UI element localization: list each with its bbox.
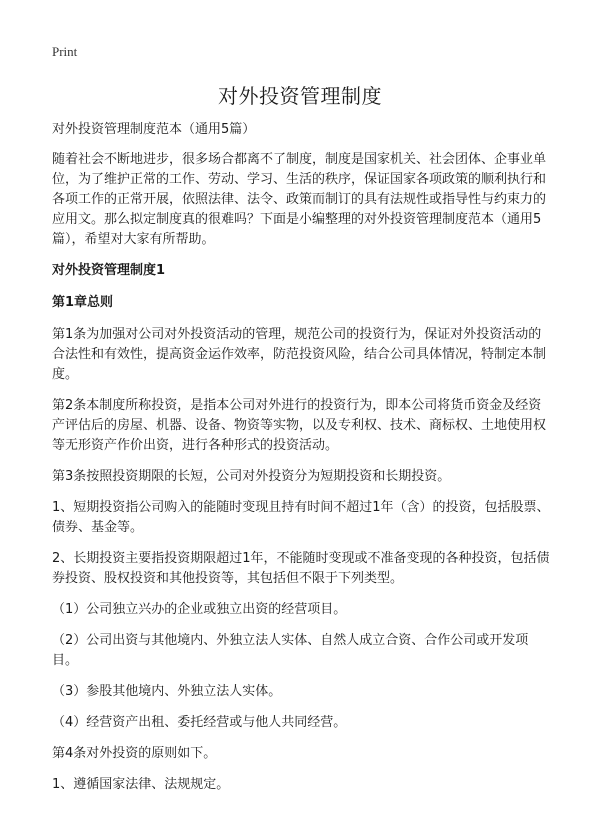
paragraph-long-term: 2、长期投资主要指投资期限超过1年，不能随时变现或不准备变现的各种投资，包括债券投资、股权投资和其他投资等，其包括但不限于下列类型。 bbox=[52, 551, 550, 586]
section-heading: 对外投资管理制度1 bbox=[52, 263, 166, 278]
paragraph-item-4: （4）经营资产出租、委托经营或与他人共同经营。 bbox=[52, 715, 347, 730]
document-subtitle: 对外投资管理制度范本（通用5篇） bbox=[52, 122, 256, 137]
paragraph-article-4: 第4条对外投资的原则如下。 bbox=[52, 746, 217, 761]
paragraph-item-2: （2）公司出资与其他境内、外独立法人实体、自然人成立合资、合作公司或开发项目。 bbox=[52, 633, 529, 668]
paragraph-article-1: 第1条为加强对公司对外投资活动的管理，规范公司的投资行为，保证对外投资活动的合法性和有效性，提高资金运作效率，防范投资风险，结合公司具体情况，特制定本制度。 bbox=[52, 327, 547, 382]
intro-paragraph: 随着社会不断地进步，很多场合都离不了制度，制度是国家机关、社会团体、企事业单位，为了维护正常的工作、劳动、学习、生活的秩序，保证国家各项政策的顺利执行和各项工作的正常开展，依照法律、法令、政策而制订的具有法规性或指导性与约束力的应用文。那么拟定制度真的很难吗？下面是小编整理的对外投资管理制度范本（通用5篇），希望对大家有所帮助。 bbox=[52, 152, 547, 247]
page-title: 对外投资管理制度 bbox=[218, 84, 382, 108]
paragraph-article-3: 第3条按照投资期限的长短，公司对外投资分为短期投资和长期投资。 bbox=[52, 469, 451, 484]
paragraph-item-3: （3）参股其他境内、外独立法人实体。 bbox=[52, 684, 282, 699]
chapter-heading: 第1章总则 bbox=[52, 295, 114, 310]
print-label: Print bbox=[52, 44, 78, 59]
document-body bbox=[52, 120, 552, 806]
paragraph-short-term: 1、短期投资指公司购入的能随时变现且持有时间不超过1年（含）的投资，包括股票、债券、基金等。 bbox=[52, 500, 550, 535]
paragraph-item-1: （1）公司独立兴办的企业或独立出资的经营项目。 bbox=[52, 602, 347, 617]
paragraph-principle-1: 1、遵循国家法律、法规规定。 bbox=[52, 777, 230, 792]
paragraph-article-2: 第2条本制度所称投资，是指本公司对外进行的投资行为，即本公司将货币资金及经资产评估后的房屋、机器、设备、物资等实物，以及专利权、技术、商标权、土地使用权等无形资产作价出资，进行各种形式的投资活动。 bbox=[52, 398, 547, 453]
